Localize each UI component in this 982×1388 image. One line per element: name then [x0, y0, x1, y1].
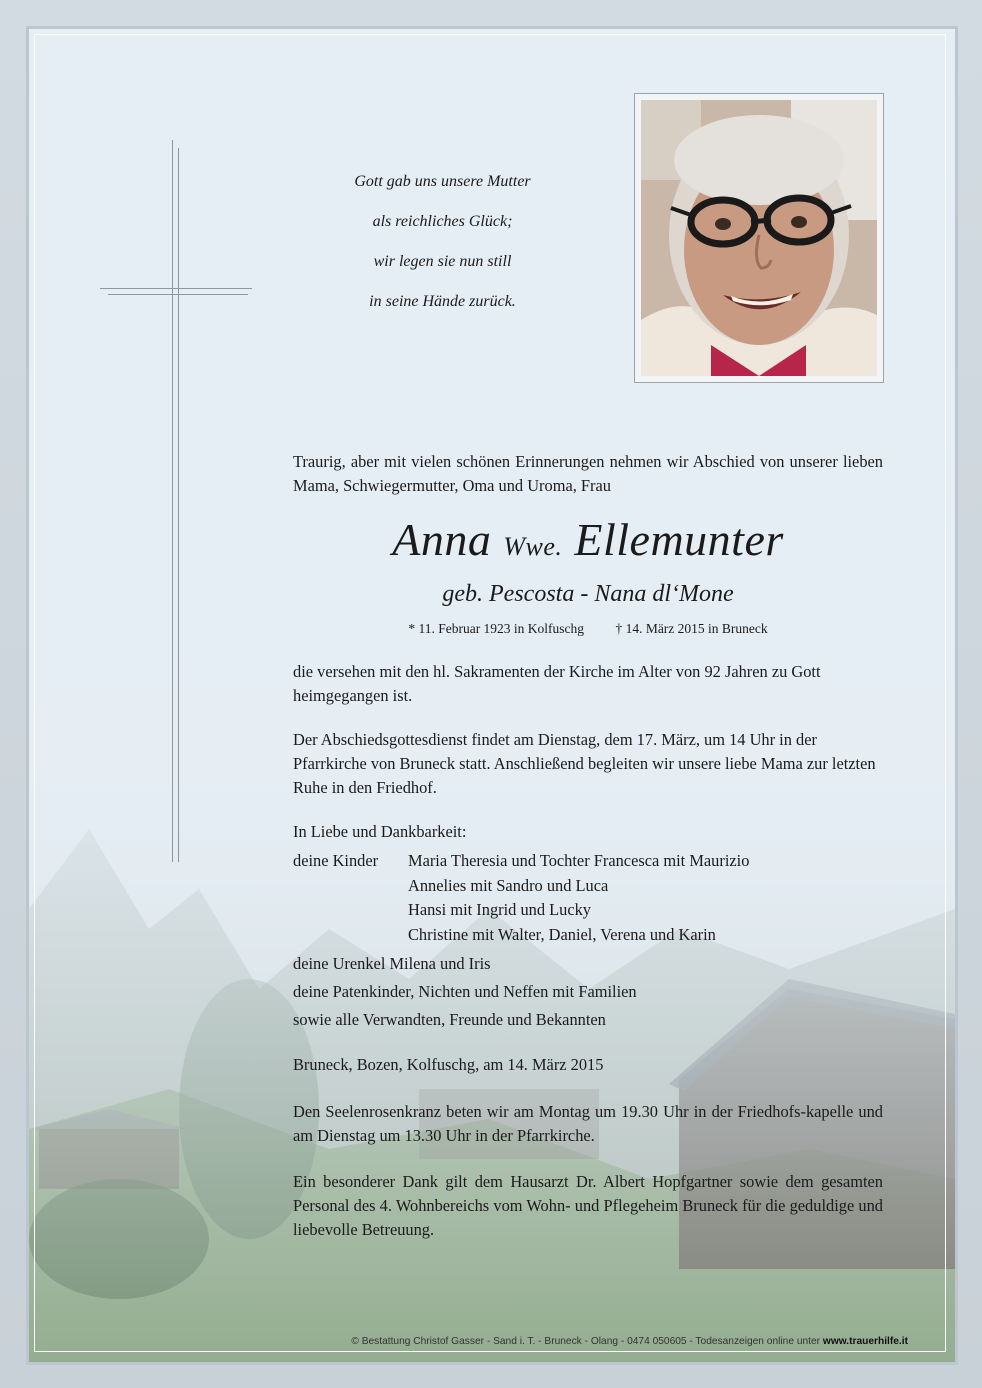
- cross-icon-bar: [100, 288, 252, 289]
- first-name: Anna: [392, 514, 492, 565]
- children-list: [408, 849, 749, 947]
- funeral-service-text: Der Abschiedsgottesdienst findet am Dienstag, dem 17. März, um 14 Uhr in der Pfarrkirche von Bruneck statt. Anschließend begleiten wir unsere liebe Mama zur letzten Ruhe in den Friedhof.: [293, 730, 876, 797]
- cross-icon-bar: [108, 294, 248, 295]
- mourning-intro: In Liebe und Dankbarkeit:: [293, 822, 467, 841]
- verse: [300, 162, 585, 322]
- list-item: Maria Theresia und Tochter Francesca mit Maurizio: [408, 851, 750, 870]
- widow-title: Wwe.: [503, 532, 563, 561]
- intro-text: Traurig, aber mit vielen schönen Erinnerungen nehmen wir Abschied von unserer lieben Mama, Schwiegermutter, Oma und Uroma, Frau: [293, 452, 883, 495]
- verse-line: Gott gab uns unsere Mutter: [354, 173, 531, 190]
- footer-text: © Bestattung Christof Gasser - Sand i. T. - Bruneck - Olang - 0474 050605 - Todesanzeigen online unter: [351, 1336, 821, 1347]
- footer-link[interactable]: www.trauerhilfe.it: [822, 1336, 908, 1347]
- family-line: sowie alle Verwandten, Freunde und Bekannten: [293, 1010, 606, 1029]
- rosary-text: Den Seelenrosenkranz beten wir am Montag um 19.30 Uhr in der Friedhofs-kapelle und am Dienstag um 13.30 Uhr in der Pfarrkirche.: [293, 1102, 883, 1145]
- verse-line: als reichliches Glück;: [372, 213, 513, 230]
- footer: [150, 1336, 908, 1347]
- death-date: † 14. März 2015 in Bruneck: [615, 621, 768, 636]
- place-date: Bruneck, Bozen, Kolfuschg, am 14. März 2015: [293, 1055, 604, 1074]
- sacraments-text: die versehen mit den hl. Sakramenten der Kirche im Alter von 92 Jahren zu Gott heimgegangen ist.: [293, 662, 821, 705]
- cross-icon: [172, 140, 173, 862]
- birth-date: * 11. Februar 1923 in Kolfuschg: [408, 621, 585, 636]
- list-item: Christine mit Walter, Daniel, Verena und Karin: [408, 924, 716, 944]
- list-item: Hansi mit Ingrid und Lucky: [408, 900, 592, 919]
- verse-line: in seine Hände zurück.: [369, 293, 516, 310]
- life-dates: [293, 619, 883, 639]
- children-label: deine Kinder: [293, 851, 379, 870]
- list-item: Annelies mit Sandro und Luca: [408, 875, 609, 895]
- family-line: deine Urenkel Milena und Iris: [293, 954, 491, 973]
- thanks-text: Ein besonderer Dank gilt dem Hausarzt Dr. Albert Hopfgartner sowie dem gesamten Personal des 4. Wohnbereichs vom Wohn- und Pflegeheim Bruneck für die geduldige und liebevolle Betreuung.: [293, 1172, 883, 1239]
- family-line: deine Patenkinder, Nichten und Neffen mit Familien: [293, 982, 637, 1001]
- portrait-photo: [641, 100, 877, 376]
- maiden-name: geb. Pescosta - Nana dl‘Mone: [442, 581, 734, 607]
- verse-line: wir legen sie nun still: [373, 253, 512, 270]
- cross-icon-line: [178, 148, 179, 862]
- deceased-name: [293, 512, 883, 575]
- last-name: Ellemunter: [574, 514, 784, 565]
